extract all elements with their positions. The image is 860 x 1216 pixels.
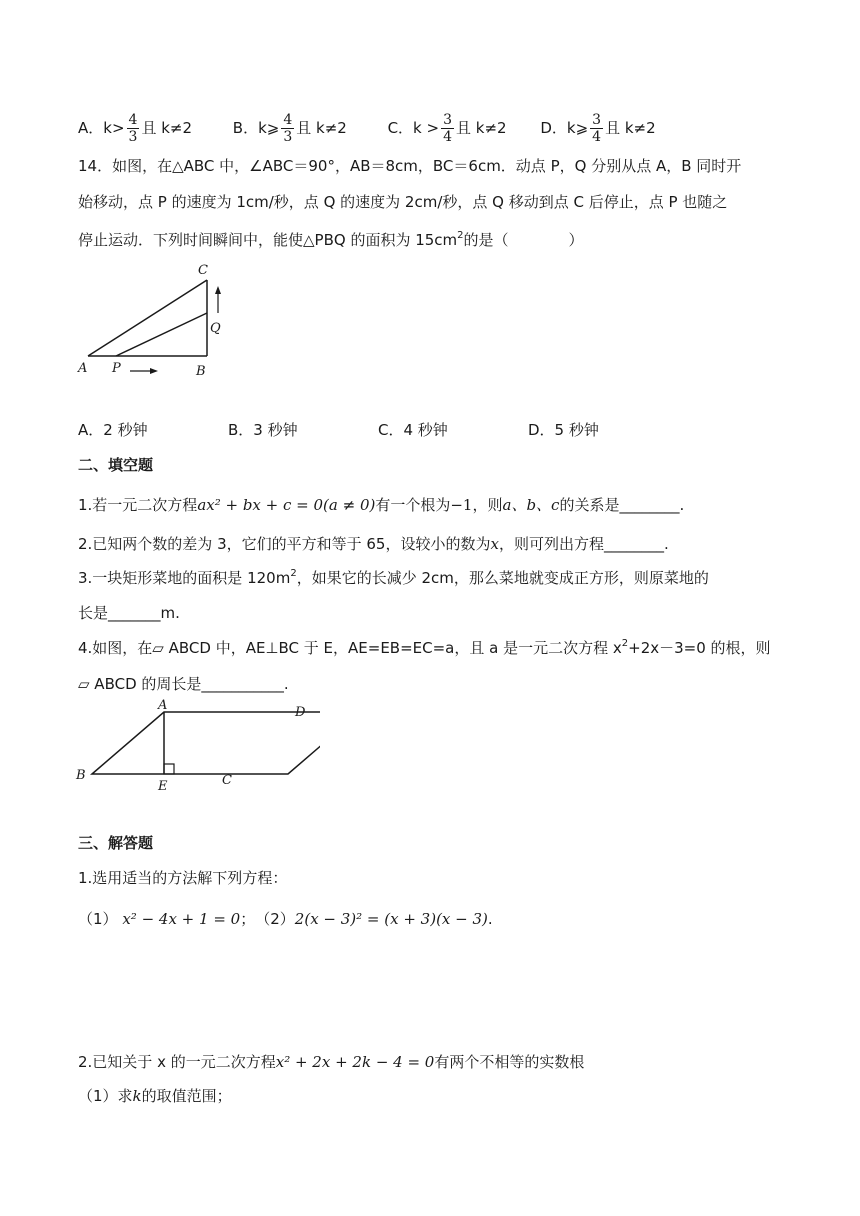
q14-line-1: 14．如图，在△ABC 中，∠ABC＝90°，AB＝8cm，BC＝6cm．动点 P，Q 分别从点 A，B 同时开	[78, 157, 742, 175]
q13-option-a: A．k> $\frac{4}{3}$ 且 k≠2	[78, 112, 193, 145]
parallelogram-figure	[70, 696, 320, 796]
s2-q4-line-2: ▱ ABCD 的周长是___________.	[78, 675, 289, 693]
q14-option-b: B．3 秒钟	[228, 421, 298, 439]
label-b: B	[196, 364, 206, 379]
q14-option-d: D．5 秒钟	[528, 421, 599, 439]
s2-q2: 2.已知两个数的差为 3，它们的平方和等于 65，设较小的数为x，则可列出方程________.	[78, 535, 669, 553]
q14-line-2: 始移动，点 P 的速度为 1cm/秒，点 Q 的速度为 2cm/秒，点 Q 移动到点 C 后停止，点 P 也随之	[78, 193, 728, 211]
label-e: E	[158, 779, 168, 794]
fraction: $\frac{4}{3}$	[283, 112, 293, 145]
q13-option-c: C．k > $\frac{3}{4}$ 且 k≠2	[387, 112, 507, 145]
label-d: D	[295, 705, 306, 720]
q14-line-3: 停止运动．下列时间瞬间中，能使△PBQ 的面积为 $15cm^2$的是（ ）	[78, 230, 584, 249]
s3-q2: 2.已知关于 x 的一元二次方程x² + 2x + 2k − 4 = 0有两个不相等的实数根	[78, 1053, 585, 1071]
s2-q3-line-1: 3.一块矩形菜地的面积是 $120m^2$，如果它的长减少 2cm，那么菜地就变成正方形，则原菜地的	[78, 568, 709, 587]
s2-q3-line-2: 长是_______m.	[78, 604, 180, 622]
label-q: Q	[210, 321, 221, 336]
q14-option-c: C．4 秒钟	[378, 421, 448, 439]
segment-pq	[116, 313, 207, 356]
triangle-figure	[70, 258, 240, 384]
fraction: $\frac{4}{3}$	[128, 112, 138, 145]
s3-q2-part-1: （1）求k的取值范围；	[78, 1087, 232, 1105]
fraction: $\frac{3}{4}$	[592, 112, 602, 145]
q14-options-row	[78, 420, 599, 440]
label-a: A	[78, 361, 88, 376]
q13-option-b: B．k⩾ $\frac{4}{3}$ 且 k≠2	[232, 112, 347, 145]
label-a: A	[158, 698, 168, 713]
arrow-right-icon	[150, 368, 158, 374]
s2-q4-line-1: 4.如图，在▱ ABCD 中，AE⊥BC 于 E，AE=EB=EC=a，且 a 是一元二次方程 $x^2+2x-3=0$ 的根，则	[78, 638, 771, 657]
fraction: $\frac{3}{4}$	[443, 112, 453, 145]
label-p: P	[112, 361, 121, 376]
label-c: C	[222, 773, 232, 788]
section-3-title: 三、解答题	[78, 834, 154, 852]
segment-ac	[88, 280, 207, 356]
parallelogram-abcd	[92, 712, 320, 774]
q14-option-a: A．2 秒钟	[78, 421, 148, 439]
s3-q1-parts: （1） x² − 4x + 1 = 0； （2）2(x − 3)² = (x + 3)(x − 3).	[78, 910, 493, 928]
s2-q1: 1.若一元二次方程ax² + bx + c = 0(a ≠ 0)有一个根为−1，则a、b、c的关系是________.	[78, 496, 685, 514]
right-angle-mark	[164, 764, 174, 774]
arrow-up-icon	[215, 286, 221, 294]
s3-q1-intro: 1.选用适当的方法解下列方程：	[78, 869, 288, 887]
label-c: C	[198, 263, 208, 278]
q13-options-row	[78, 112, 656, 145]
q13-option-d: D．k⩾ $\frac{3}{4}$ 且 k≠2	[540, 112, 656, 145]
section-2-title: 二、填空题	[78, 456, 154, 474]
label-b: B	[76, 768, 86, 783]
